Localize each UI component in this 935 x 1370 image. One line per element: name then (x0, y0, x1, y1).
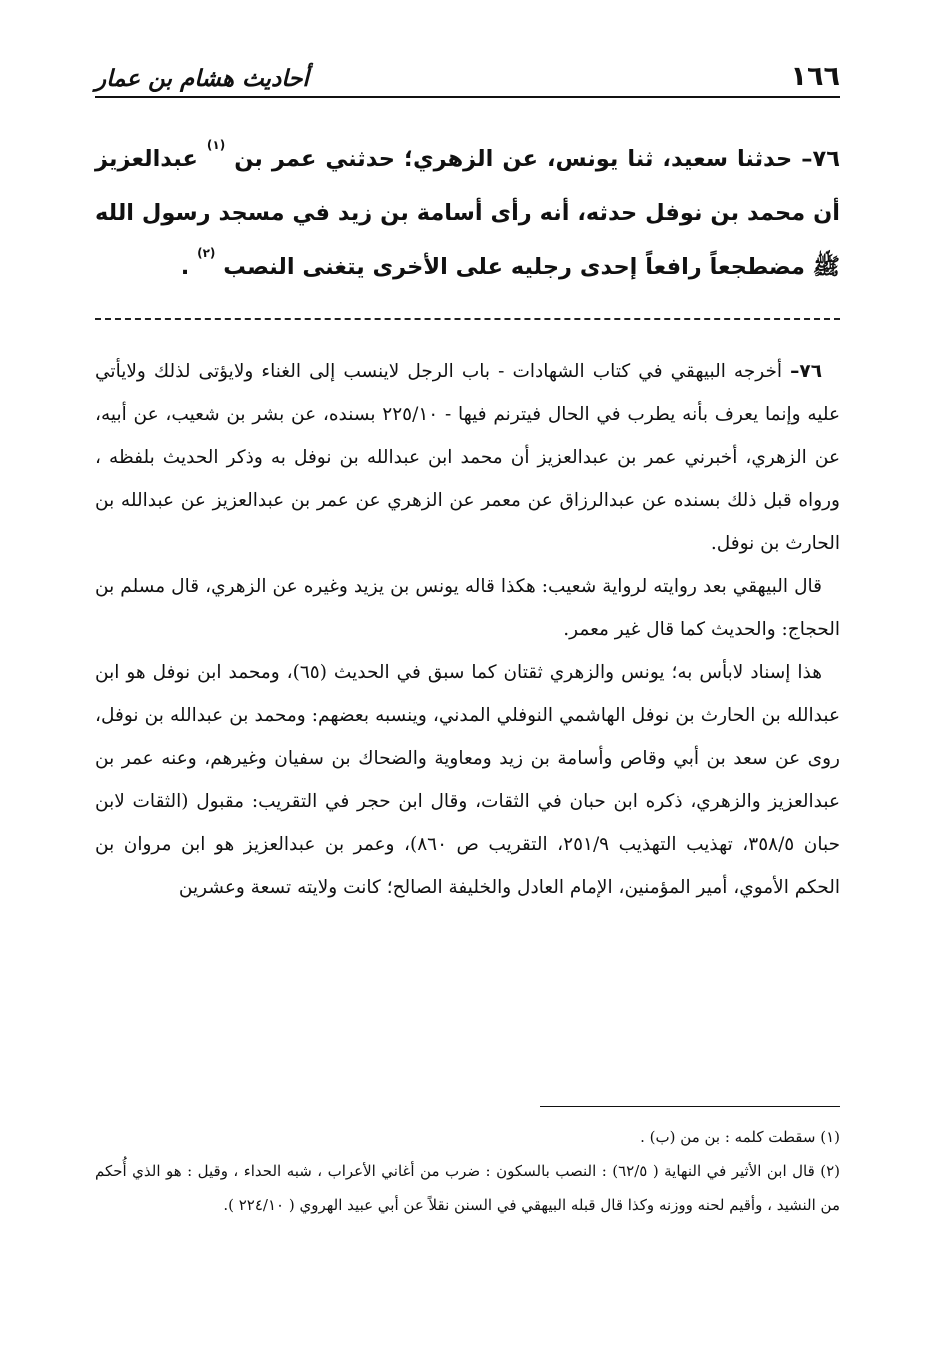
running-header (95, 52, 840, 92)
footnotes (95, 1120, 840, 1222)
commentary (95, 350, 840, 909)
section-separator (95, 318, 840, 320)
commentary-paragraph-3: هذا إسناد لابأس به؛ يونس والزهري ثقتان كما سبق في الحديث (٦٥)، ومحمد ابن نوفل هو ابن عبدالله بن الحارث بن نوفل الهاشمي النوفلي المدني، وينسبه بعضهم: ومحمد بن عبدالله بن نوفل، روى عن سعد بن أبي وقاص وأسامة بن زيد ومعاوية والضحاك بن سفيان وغيرهم، وعنه عمر بن عبدالعزيز والزهري، ذكره ابن حبان في الثقات، وقال ابن حجر في التقريب: مقبول (الثقات لابن حبان ٣٥٨/٥، تهذيب التهذيب ٢٥١/٩، التقريب ص ٨٦٠)، وعمر بن عبدالعزيز هو ابن مروان بن الحكم الأموي، أمير المؤمنين، الإمام العادل والخليفة الصالح؛ كانت ولايته تسعة وعشرين (95, 662, 841, 898)
header-rule (95, 96, 840, 98)
page-number: ١٦٦ (790, 61, 840, 92)
commentary-number: ٧٦– (790, 361, 822, 382)
footnote-2: (٢) قال ابن الأثير في النهاية ( ٦٢/٥) : النصب بالسكون : ضرب من أغاني الأعراب ، شبه الحداء ، وقيل : هو الذي أُحكم من النشيد ، وأقيم لحنه ووزنه وكذا قال قبله البيهقي في السنن نقلاً عن أبي عبيد الهروي ( ٢٢٤/١٠ ). (95, 1162, 840, 1214)
hadith-text (95, 132, 840, 294)
hadith-text-part2: عبدالعزيز أن محمد بن نوفل حدثه، أنه رأى أسامة بن زيد في مسجد رسول الله ﷺ مضطجعاً رافعاً إحدى رجليه على الأخرى يتغنى النصب (95, 146, 840, 280)
hadith-text-part1: حدثنا سعيد، ثنا يونس، عن الزهري؛ حدثني عمر بن (234, 146, 793, 172)
footnote-1: (١) سقطت كلمه : بن من (ب) . (640, 1128, 840, 1146)
commentary-paragraph-1-text: أخرجه البيهقي في كتاب الشهادات - باب الرجل لاينسب إلى الغناء ولايؤتى لذلك ولايأتي عليه وإنما يعرف بأنه يطرب في الحال فيترنم فيها - ٢٢٥/١٠ بسنده، عن بشر بن شعيب، عن أبيه، عن الزهري، أخبرني عمر بن عبدالعزيز أن محمد ابن عبدالله بن نوفل به وذكر الحديث بلفظه ، ورواه قبل ذلك بسنده عن عبدالرزاق عن معمر عن الزهري عن عمر بن عبدالعزيز عن عبدالله بن الحارث بن نوفل. (95, 361, 840, 554)
hadith-text-end: . (180, 254, 190, 280)
book-title: أحاديث هشام بن عمار (95, 66, 309, 92)
commentary-paragraph-2: قال البيهقي بعد روايته لرواية شعيب: هكذا قاله يونس بن يزيد وغيره عن الزهري، قال مسلم بن الحجاج: والحديث كما قال غير معمر. (95, 576, 840, 640)
footnote-ref-2: (٢) (197, 246, 216, 260)
hadith-number: ٧٦– (801, 146, 840, 172)
commentary-paragraph-1 (95, 350, 840, 565)
footnote-ref-1: (١) (206, 138, 226, 152)
footnote-rule (540, 1106, 840, 1107)
